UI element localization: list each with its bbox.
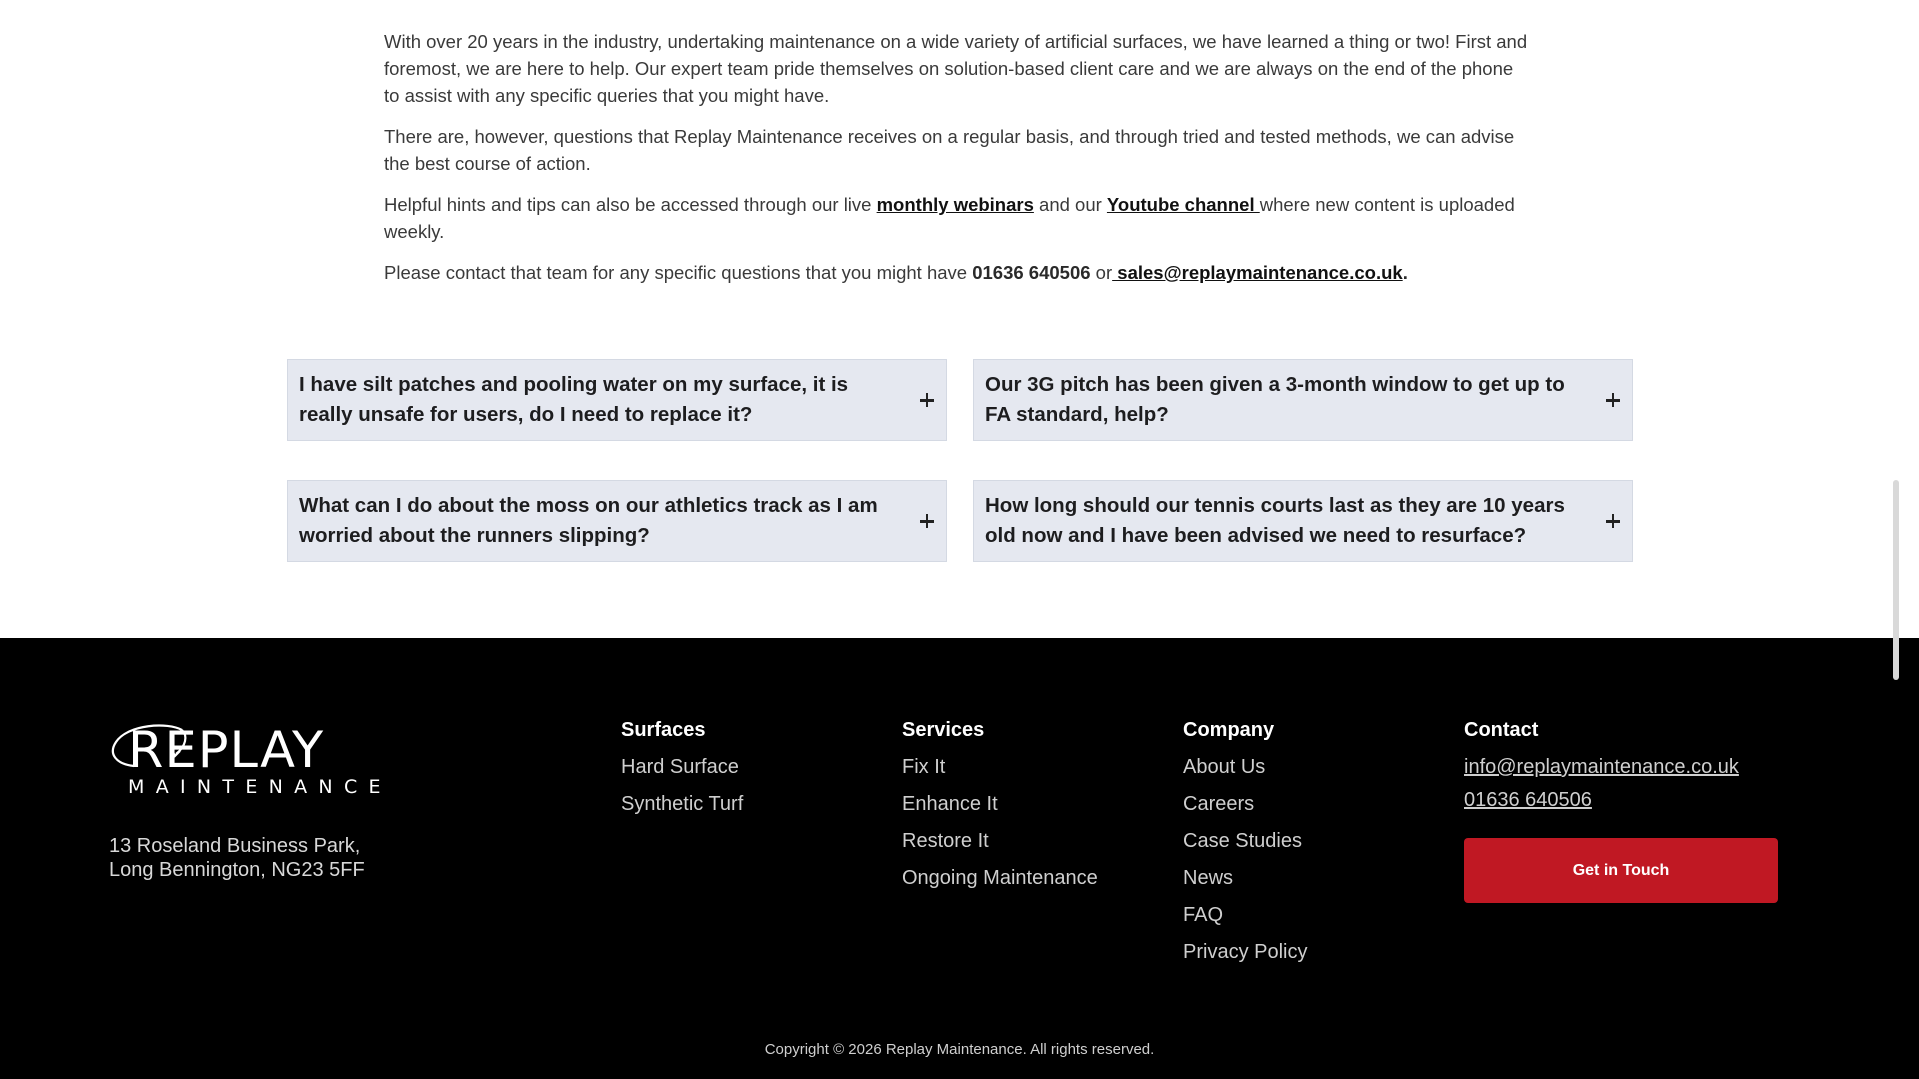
faq-item-silt-patches[interactable] [287,359,947,441]
intro-paragraph-4 [384,259,1529,286]
sales-email-link[interactable]: sales@replaymaintenance.co.uk [1112,262,1403,283]
replay-logo[interactable] [108,720,398,800]
address-line-2: Long Bennington, NG23 5FF [109,859,365,881]
faq-question: I have silt patches and pooling water on my surface, it is really unsafe for users, do I need to replace it? [299,373,849,426]
footer-link-faq[interactable]: FAQ [1183,904,1224,926]
footer-link-case-studies[interactable]: Case Studies [1183,830,1302,852]
intro-text [384,28,1529,300]
footer-link-news[interactable]: News [1183,867,1234,889]
intro-text-span: Helpful hints and tips can also be accessed through our live [384,194,877,215]
footer-phone-link[interactable]: 01636 640506 [1464,789,1592,811]
intro-text-span: where new content is uploaded weekly. [384,194,1515,242]
footer-column-services [902,718,1098,903]
monthly-webinars-link[interactable]: monthly webinars [876,194,1034,215]
footer-email-link[interactable]: info@replaymaintenance.co.uk [1464,756,1739,778]
plus-icon[interactable] [1606,514,1620,528]
site-footer [0,638,1919,1079]
faq-question: What can I do about the moss on our athletics track as I am worried about the runners slipping? [299,494,878,547]
intro-paragraph-2: There are, however, questions that Replay Maintenance receives on a regular basis, and through tried and tested methods, we can advise the best course of action. [384,126,1515,174]
plus-icon[interactable] [1606,393,1620,407]
footer-link-enhance-it[interactable]: Enhance It [902,793,998,815]
intro-text-span: Please contact that team for any specific questions that you might have [384,262,973,283]
footer-link-synthetic-turf[interactable]: Synthetic Turf [621,793,744,815]
faq-item-tennis-courts[interactable] [973,480,1633,562]
company-address [109,834,365,882]
faq-question: How long should our tennis courts last as they are 10 years old now and I have been advised we need to resurface? [985,494,1565,547]
intro-text-span: and our [1033,194,1107,215]
column-heading: Contact [1464,719,1539,741]
footer-column-surfaces [621,718,743,829]
footer-link-restore-it[interactable]: Restore It [902,830,989,852]
logo-wordmark: REPLAY [128,721,325,779]
footer-link-fix-it[interactable]: Fix It [902,756,946,778]
contact-phone: 01636 640506 [972,262,1091,283]
footer-column-contact [1464,718,1778,903]
faq-accordion [287,359,1633,562]
footer-link-careers[interactable]: Careers [1183,793,1255,815]
column-heading: Services [902,719,985,741]
plus-icon[interactable] [920,393,934,407]
intro-text-span: or [1090,262,1113,283]
column-heading: Surfaces [621,719,706,741]
youtube-channel-link[interactable]: Youtube channel [1106,194,1260,215]
copyright-text: Copyright © 2026 Replay Maintenance. All rights reserved. [764,1041,1155,1058]
get-in-touch-button[interactable]: Get in Touch [1464,838,1778,903]
footer-column-company [1183,718,1307,977]
footer-link-privacy-policy[interactable]: Privacy Policy [1183,941,1308,963]
footer-link-about-us[interactable]: About Us [1183,756,1266,778]
address-line-1: 13 Roseland Business Park, [109,835,361,857]
page-scrollbar[interactable] [1893,480,1899,680]
intro-paragraph-3 [384,191,1529,245]
faq-item-3g-pitch[interactable] [973,359,1633,441]
logo-subtitle: MAINTENANCE [128,776,392,798]
footer-link-ongoing-maintenance[interactable]: Ongoing Maintenance [902,867,1098,889]
faq-item-moss-athletics[interactable] [287,480,947,562]
period: . [1402,262,1408,283]
footer-link-hard-surface[interactable]: Hard Surface [621,756,739,778]
plus-icon[interactable] [920,514,934,528]
intro-paragraph-1: With over 20 years in the industry, undertaking maintenance on a wide variety of artificial surfaces, we have learned a thing or two! First and foremost, we are here to help. Our expert team pride themselves on solution-based client care and we are always on the end of the phone to assist with any specific queries that you might have. [384,31,1528,106]
column-heading: Company [1183,719,1275,741]
faq-question: Our 3G pitch has been given a 3-month window to get up to FA standard, help? [985,373,1565,426]
